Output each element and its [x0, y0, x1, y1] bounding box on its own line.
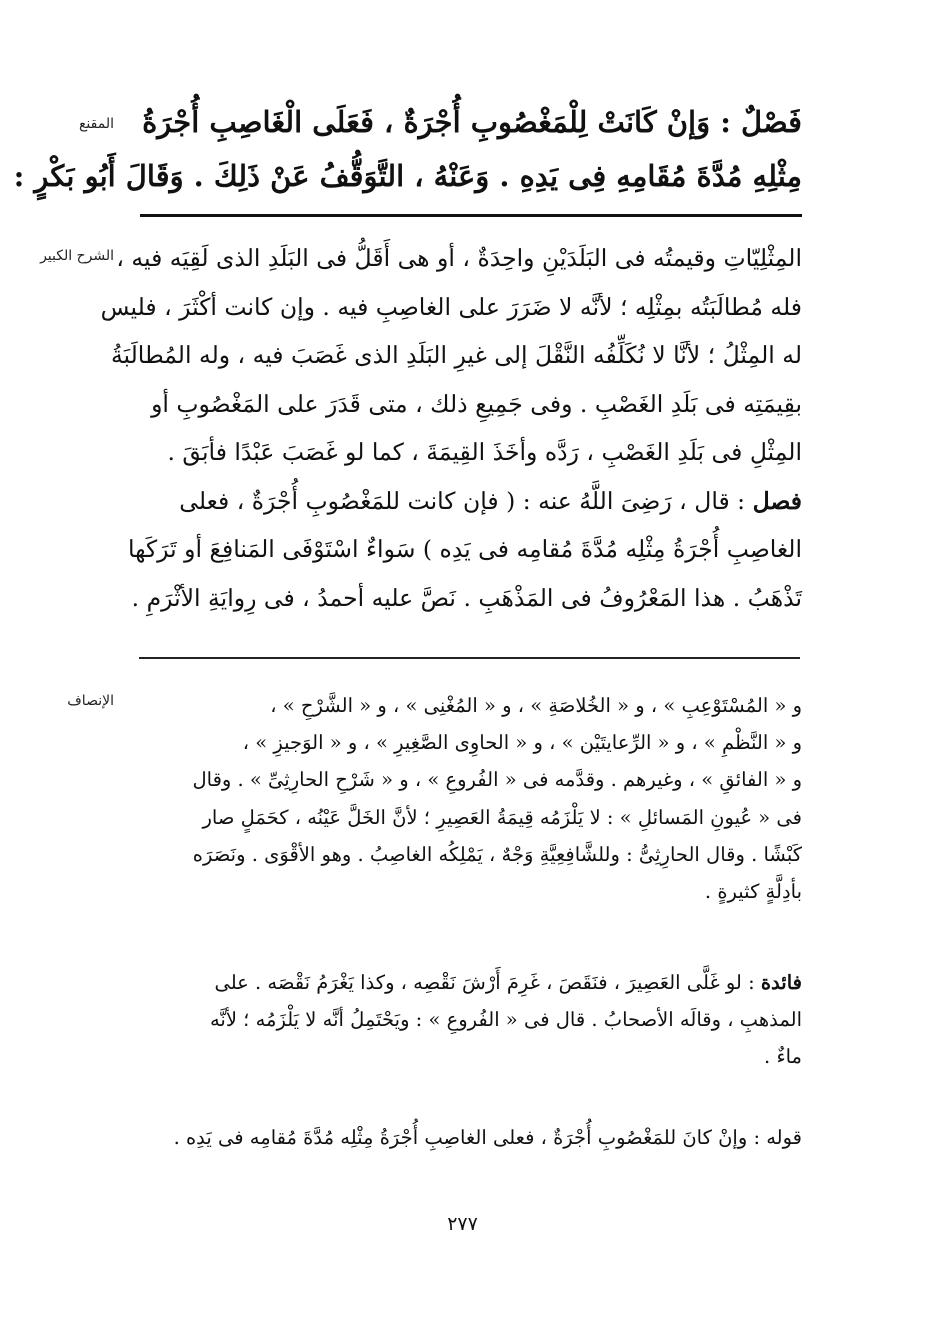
muqni-line-1: فَصْلٌ : وَإنْ كَانَتْ لِلْمَغْصُوبِ أُجْرَةٌ ، فَعَلَى الْغَاصِبِ أُجْرَةُ [142, 105, 802, 139]
insaf-line: بأدِلَّةٍ كثيرةٍ . [704, 879, 802, 903]
sharh-line: بقِيمَتِه فى بَلَدِ الغَصْبِ . وفى جَمِيعِ ذلك ، متى قَدَرَ على المَغْصُوبِ أو [151, 389, 802, 418]
section-divider [139, 657, 800, 659]
fasl-heading: فَصْلٌ [741, 105, 802, 139]
fasl-heading: فصل [752, 486, 802, 515]
sharh-line: المِثْلِ فى بَلَدِ الغَصْبِ ، رَدَّه وأخَذَ القِيمَةَ ، كما لو غَصَبَ عَبْدًا فأبَقَ . [167, 438, 802, 466]
insaf-text [140, 687, 802, 910]
sharh-text [100, 234, 802, 622]
sharh-line: تَذْهَبُ . هذا المَعْرُوفُ فى المَذْهَبِ . نَصَّ عليه أحمدُ ، فى رِوايَةِ الأثْرَمِ . [131, 583, 802, 612]
qawluh-line: قوله : وإنْ كانَ للمَغْصُوبِ أُجْرَةٌ ، فعلى الغاصِبِ أُجْرَةُ مِثْلِه مُدَّةَ مُقامِه فى يَدِه . [173, 1126, 802, 1149]
side-label-insaf: الإنصاف [67, 693, 114, 709]
faida-line: المذهبِ ، وقالَه الأصحابُ . قال فى « الفُروعِ » : ويَحْتَمِلُ أنَّه لا يَلْزَمُه ؛ لأنَّه [209, 1008, 802, 1032]
faida-heading: فائدة [760, 971, 802, 994]
sharh-line: المِثْلِيّاتِ وقيمتُه فى البَلَدَيْنِ واحِدَةٌ ، أو هى أَقَلُّ فى البَلَدِ الذى لَقِيَه فيه ، [116, 244, 802, 272]
section-divider [140, 214, 802, 217]
side-label-muqni: المقنع [78, 116, 114, 132]
sharh-line: الغاصِبِ أُجْرَةُ مِثْلِه مُدَّةَ مُقامِه فى يَدِه ) سَواءٌ اسْتَوْفَى المَنافِعَ أو تَرَكَها [128, 535, 802, 563]
page-number: ٢٧٧ [447, 1213, 478, 1235]
sharh-fasl-line: فصل : قال ، رَضِىَ اللَّهُ عنه : ( فإن كانت للمَغْصُوبِ أُجْرَةٌ ، فعلى [179, 486, 802, 515]
insaf-line: و « الفائقِ » ، وغيرهم . وقدَّمه فى « الفُروعِ » ، و « شَرْحِ الحارِثِىِّ » . وقال [192, 768, 802, 792]
insaf-line: فى « عُيونِ المَسائلِ » : لا يَلْزَمُه قِيمَةُ العَصِيرِ ؛ لأنَّ الخَلَّ عَيْنُه ، كحَمَلٍ صار [202, 805, 802, 829]
faida-line: ماءٌ . [764, 1045, 802, 1069]
insaf-line: و « النَّظْمِ » ، و « الرِّعايتَيْن » ، و « الحاوِى الصَّغِيرِ » ، و « الوَجيزِ » ، [242, 731, 802, 755]
faida-line: فائدة : لو غَلَّى العَصِيرَ ، فنَقَصَ ، غَرِمَ أَرْشَ نَقْصِه ، وكذا يَغْرَمُ نَقْصَه . على [214, 971, 802, 994]
sharh-line: فله مُطالَبَتُه بمِثْلِه ؛ لأنَّه لا ضَرَرَ على الغاصِبِ فيه . وإن كانت أكْثَرَ ، فليس [100, 292, 802, 321]
faida-text [140, 964, 802, 1076]
sharh-line: له المِثْلُ ؛ لأنَّا لا نُكَلِّفُه النَّقْلَ إلى غيرِ البَلَدِ الذى غَصَبَ فيه ، وله المُطالَبَةُ [110, 341, 802, 369]
insaf-line: كَبْشًا . وقال الحارِثِىُّ : وللشَّافِعِيَّةِ وَجْهٌ ، يَمْلِكُه الغاصِبُ . وهو الأقْوَى . ونَصَرَه [192, 842, 802, 866]
qawluh-text [140, 1119, 802, 1156]
insaf-line: و « المُسْتَوْعِبِ » ، و « الخُلاصَةِ » ، و « المُغْنِى » ، و « الشَّرْحِ » ، [270, 694, 802, 717]
side-label-sharh: الشرح الكبير [40, 248, 114, 264]
muqni-line-2: مِثْلِهِ مُدَّةَ مُقَامِهِ فِى يَدِهِ . وَعَنْهُ ، التَّوَقُّفُ عَنْ ذَلِكَ . وَقَالَ أَبُو بَكْرٍ : [13, 159, 802, 193]
